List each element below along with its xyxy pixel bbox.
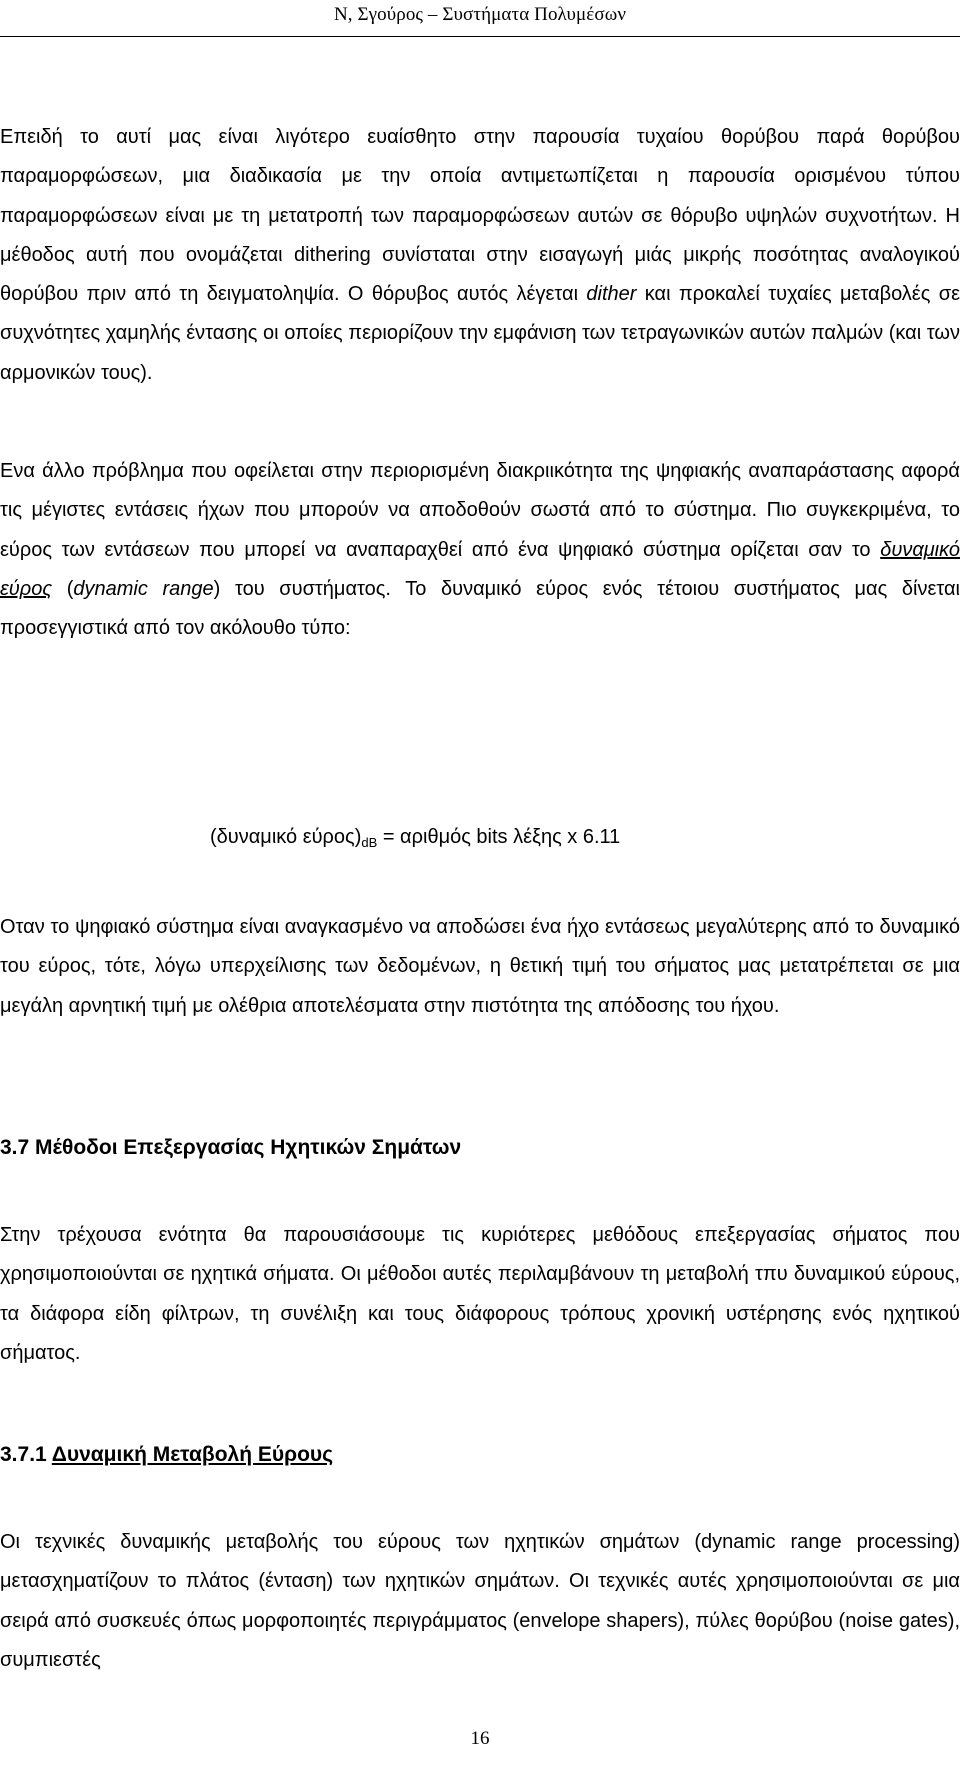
formula-subscript: dB [361,835,378,850]
section-title: Δυναμική Μεταβολή Εύρους [51,1443,334,1466]
text-run: ) του συστήματος. Το δυναμικό εύρος ενός τέτοιου συστήματος μας δίνεται προσεγγιστικά από τον ακόλουθο τύπο: [0,577,960,640]
text-run: Επειδή το αυτί μας είναι λιγότερο ευαίσθητο στην παρουσία τυχαίου θορύβου παρά θορύβου παραμορφώσεων, μια διαδικασία με την οποία αντιμετωπίζεται η παρουσία ορισμένου τύπου παραμορφώσεων είναι με τη μετατροπή των παραμορφώσεων αυτών σε θόρυβο υψηλών συχνοτήτων. Η μέθοδος αυτή που ονομάζεται dithering συνίσταται στην εισαγωγή μιάς μικρής ποσότητας αναλογικού θορύβου πριν από τη δειγματοληψία. Ο θόρυβος αυτός λέγεται [0,126,960,306]
paragraph-dynamic-range-processing [0,1523,960,1680]
section-heading-3-7 [0,1134,461,1162]
paragraph-dithering [0,118,960,393]
paragraph-processing-methods-text: Στην τρέχουσα ενότητα θα παρουσιάσουμε τις κυριότερες μεθόδους επεξεργασίας σήματος που χρησιμοποιούνται σε ηχητικά σήματα. Οι μέθοδοι αυτές περιλαμβάνουν τη μεταβολή τπυ δυναμικού εύρους, τα διάφορα είδη φίλτρων, τη συνέλιξη και τους διάφορους τρόπους χρονική υστέρησης ενός ηχητικού σήματος. [0,1224,960,1364]
dynamic-range-formula [210,823,620,851]
paragraph-dithering-text [0,118,960,393]
formula-left: (δυναμικό εύρος) [210,826,362,848]
paragraph-dynamic-range-processing-text: Οι τεχνικές δυναμικής μεταβολής του εύρους των ηχητικών σημάτων (dynamic range processing) μετασχηματίζουν το πλάτος (ένταση) των ηχητικών σημάτων. Οι τεχνικές αυτές χρησιμοποιούνται σε μια σειρά από συσκευές όπως μορφοποιητές περιγράμματος (envelope shapers), πύλες θορύβου (noise gates), συμπιεστές [0,1531,960,1671]
formula-right: = αριθμός bits λέξης x 6.11 [377,826,621,848]
text-run: και προκαλεί τυχαίες μεταβολές σε συχνότητες χαμηλής έντασης οι οποίες περιορίζουν την εμφάνιση των τετραγωνικών αυτών παλμών (και των αρμονικών τους). [0,283,960,384]
term-dither: dither [586,283,637,306]
text-run: Ενα άλλο πρόβλημα που οφείλεται στην περιορισμένη διακριικότητα της ψηφιακής αναπαράστασης αφορά τις μέγιστες εντάσεις ήχων που μπορούν να αποδοθούν σωστά από το σύστημα. Πιο συγκεκριμένα, το εύρος των εντάσεων που μπορεί να αναπαραχθεί από ένα ψηφιακό σύστημα ορίζεται σαν το [0,460,960,561]
paragraph-overflow-text: Οταν το ψηφιακό σύστημα είναι αναγκασμένο να αποδώσει ένα ήχο εντάσεως μεγαλύτερης από το δυναμικό του εύρος, τότε, λόγω υπερχείλισης των δεδομένων, η θετική τιμή του σήματος μας μετατρέπεται σε μια μεγάλη αρνητική τιμή με ολέθρια αποτελέσματα στην πιστότητα της απόδοσης του ήχου. [0,916,960,1017]
section-number: 3.7.1 [0,1443,52,1466]
page-number: 16 [470,1728,490,1749]
paragraph-processing-methods [0,1216,960,1373]
section-number: 3.7 [0,1136,36,1159]
term-dynamic-range-greek: δυναμικό εύρος [0,538,960,600]
header-rule [0,36,960,37]
running-header: Ν, Σγούρος – Συστήματα Πολυμέσων [333,4,627,25]
paragraph-overflow [0,908,960,1026]
term-dynamic-range-english: dynamic range [73,577,214,600]
text-run: ( [52,577,74,600]
section-heading-3-7-1 [0,1441,333,1469]
section-title: Μέθοδοι Επεξεργασίας Ηχητικών Σημάτων [35,1136,462,1159]
paragraph-dynamic-range [0,452,960,648]
paragraph-dynamic-range-text [0,452,960,648]
